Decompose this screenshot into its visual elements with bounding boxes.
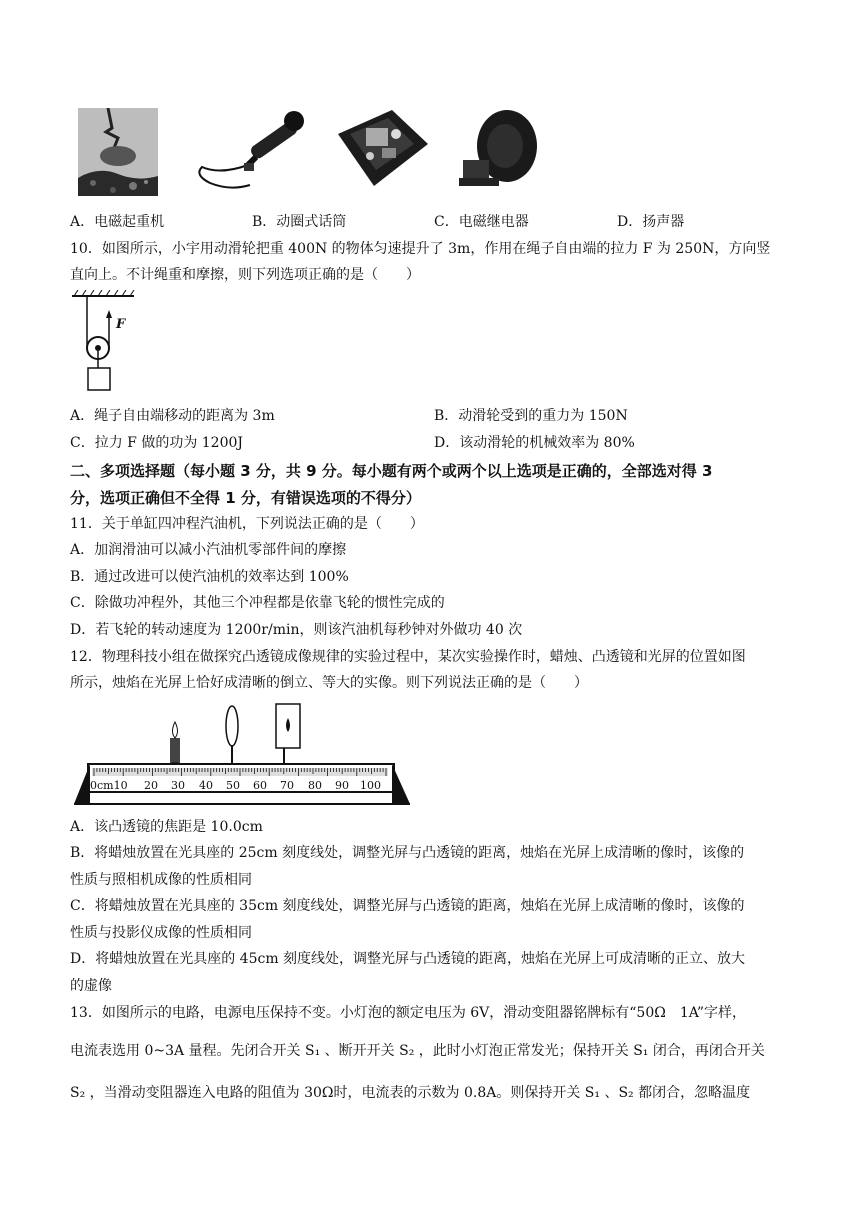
q10-option-b: B．动滑轮受到的重力为 150N <box>434 408 628 424</box>
q11-stem: 11．关于单缸四冲程汽油机，下列说法正确的是（ ） <box>70 516 424 532</box>
q11-option-d: D．若飞轮的转动速度为 1200r/min，则该汽油机每秒钟对外做功 40 次 <box>70 622 523 638</box>
ruler-label-30: 30 <box>171 779 185 792</box>
force-label: F <box>116 317 126 332</box>
optical-bench-diagram <box>72 700 412 810</box>
ruler-label-80: 80 <box>308 779 322 792</box>
ruler-label-70: 70 <box>280 779 294 792</box>
q9-option-b: B．动圈式话筒 <box>252 214 347 230</box>
q10-option-c: C．拉力 F 做的功为 1200J <box>70 435 244 451</box>
speaker-image <box>455 106 540 196</box>
q9-option-a: A．电磁起重机 <box>70 214 165 230</box>
q10-option-a: A．绳子自由端移动的距离为 3m <box>70 408 275 424</box>
q11-option-c: C．除做功冲程外，其他三个冲程都是依靠飞轮的惯性完成的 <box>70 595 445 611</box>
q13-line1: 13．如图所示的电路，电源电压保持不变。小灯泡的额定电压为 6V，滑动变阻器铭牌标有“50Ω 1A”字样， <box>70 1005 746 1021</box>
q10-stem-line2: 直向上。不计绳重和摩擦，则下列选项正确的是（ ） <box>70 267 420 283</box>
ruler-label-0: 0cm10 <box>90 779 128 792</box>
q9-option-c: C．电磁继电器 <box>434 214 529 230</box>
pulley-diagram <box>70 290 140 396</box>
q9-option-d: D．扬声器 <box>617 214 685 230</box>
relay-image <box>330 104 430 192</box>
ruler-label-60: 60 <box>253 779 267 792</box>
q12-stem-line2: 所示，烛焰在光屏上恰好成清晰的倒立、等大的实像。则下列说法正确的是（ ） <box>70 675 588 691</box>
q11-option-b: B．通过改进可以使汽油机的效率达到 100% <box>70 569 349 585</box>
ruler-label-40: 40 <box>199 779 213 792</box>
ruler-label-100: 100 <box>360 779 381 792</box>
q12-option-b-line2: 性质与照相机成像的性质相同 <box>70 872 252 888</box>
ruler-label-50: 50 <box>226 779 240 792</box>
q12-option-d-line1: D．将蜡烛放置在光具座的 45cm 刻度线处，调整光屏与凸透镜的距离，烛焰在光屏上可成清晰的正立、放大 <box>70 951 746 967</box>
q13-line2: 电流表选用 0~3A 量程。先闭合开关 S₁ 、断开开关 S₂ ，此时小灯泡正常发光；保持开关 S₁ 闭合，再闭合开关 <box>70 1043 765 1059</box>
section2-heading-line2: 分，选项正确但不全得 1 分，有错误选项的不得分） <box>70 489 421 507</box>
q12-option-d-line2: 的虚像 <box>70 978 112 994</box>
ruler-label-90: 90 <box>335 779 349 792</box>
q10-stem-line1: 10．如图所示，小宇用动滑轮把重 400N 的物体匀速提升了 3m，作用在绳子自由端的拉力 F 为 250N，方向竖 <box>70 241 771 257</box>
q12-option-c-line1: C．将蜡烛放置在光具座的 35cm 刻度线处，调整光屏与凸透镜的距离，烛焰在光屏上成清晰的像时，该像的 <box>70 898 745 914</box>
microphone-image <box>190 105 310 195</box>
q13-line3: S₂ ，当滑动变阻器连入电路的阻值为 30Ω时，电流表的示数为 0.8A。则保持开关 S₁ 、S₂ 都闭合，忽略温度 <box>70 1085 751 1101</box>
q12-option-a: A．该凸透镜的焦距是 10.0cm <box>70 819 263 835</box>
q12-option-b-line1: B．将蜡烛放置在光具座的 25cm 刻度线处，调整光屏与凸透镜的距离，烛焰在光屏上成清晰的像时，该像的 <box>70 845 745 861</box>
crane-image <box>78 108 158 196</box>
q11-option-a: A．加润滑油可以减小汽油机零部件间的摩擦 <box>70 542 347 558</box>
q10-option-d: D．该动滑轮的机械效率为 80% <box>434 435 635 451</box>
q12-stem-line1: 12．物理科技小组在做探究凸透镜成像规律的实验过程中，某次实验操作时，蜡烛、凸透镜和光屏的位置如图 <box>70 649 746 665</box>
q12-option-c-line2: 性质与投影仪成像的性质相同 <box>70 925 252 941</box>
ruler-label-20: 20 <box>144 779 158 792</box>
section2-heading-line1: 二、多项选择题（每小题 3 分，共 9 分。每小题有两个或两个以上选项是正确的，全部选对得 3 <box>70 462 713 480</box>
